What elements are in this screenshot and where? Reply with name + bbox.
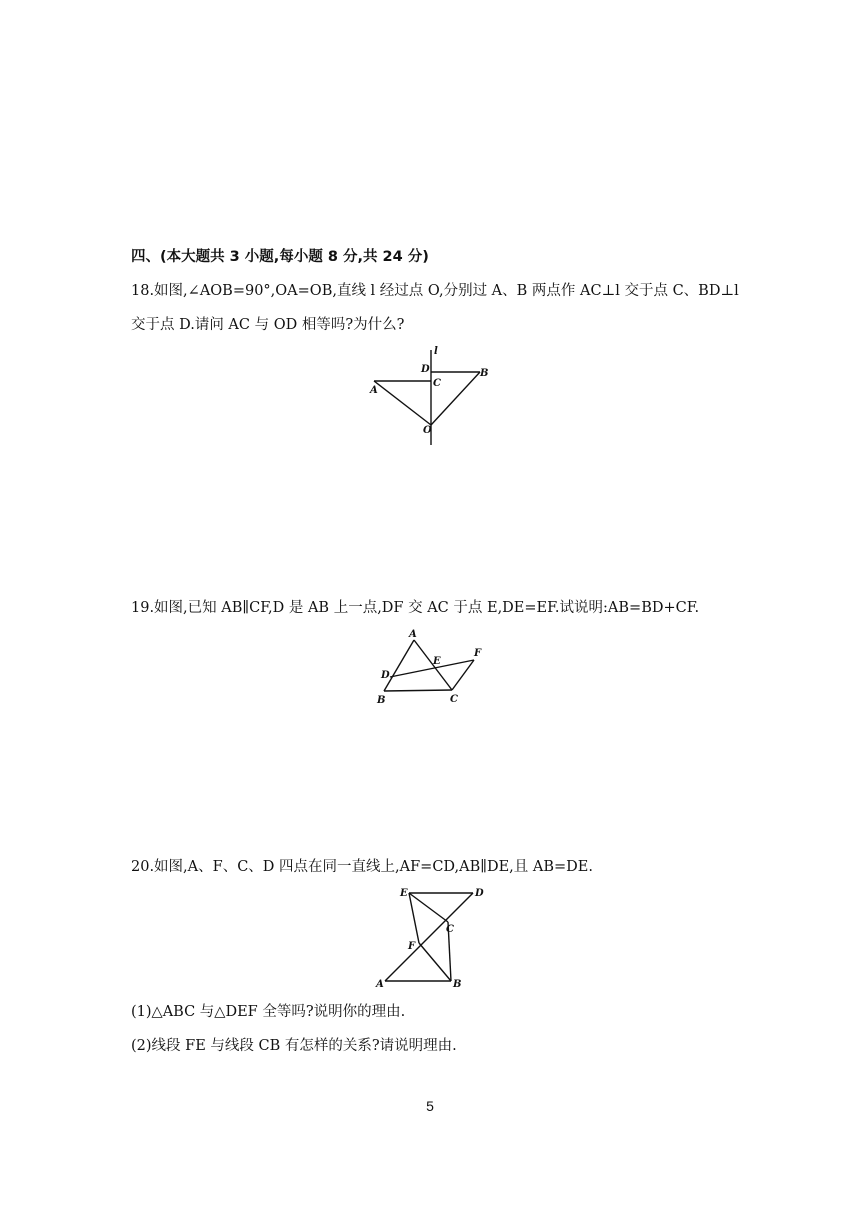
segment-cf [452, 660, 474, 690]
label-e: E [433, 656, 441, 667]
figure-20-diagram [370, 882, 484, 992]
label-b: B [480, 368, 489, 379]
question-19-line-1: 19.如图,已知 AB∥CF,D 是 AB 上一点,DF 交 AC 于点 E,DE=EF.试说明:AB=BD+CF. [131, 600, 700, 616]
segment-fb [419, 943, 451, 981]
segment-ec [409, 893, 448, 922]
label-f: F [474, 648, 482, 659]
question-20-part-2: (2)线段 FE 与线段 CB 有怎样的关系?请说明理由. [131, 1038, 457, 1054]
question-18-line-1: 18.如图,∠AOB=90°,OA=OB,直线 l 经过点 O,分别过 A、B 两点作 AC⊥l 交于点 C、BD⊥l [131, 283, 739, 299]
label-b: B [453, 979, 462, 990]
label-d: D [421, 364, 430, 375]
segment-ef [409, 893, 419, 943]
segment-ao [374, 381, 431, 425]
segment-ad [385, 893, 473, 981]
label-d: D [381, 670, 390, 681]
label-f: F [408, 941, 416, 952]
page-number: 5 [426, 1098, 434, 1114]
label-b: B [377, 695, 386, 706]
segment-ab [384, 640, 414, 691]
question-20-part-1: (1)△ABC 与△DEF 全等吗?说明你的理由. [131, 1004, 406, 1020]
question-18-line-2: 交于点 D.请问 AC 与 OD 相等吗?为什么? [131, 317, 405, 333]
label-c: C [450, 694, 458, 705]
segment-bc [384, 690, 452, 691]
label-e: E [400, 888, 408, 899]
label-c: C [446, 924, 454, 935]
figure-18-diagram [360, 340, 500, 450]
label-a: A [370, 385, 378, 396]
label-o: O [423, 425, 432, 436]
label-l: l [434, 346, 438, 357]
label-d: D [475, 888, 484, 899]
label-a: A [376, 979, 384, 990]
section-heading: 四、(本大题共 3 小题,每小题 8 分,共 24 分) [131, 249, 429, 265]
label-c: C [433, 378, 441, 389]
figure-19-diagram [370, 625, 490, 710]
question-20-line-1: 20.如图,A、F、C、D 四点在同一直线上,AF=CD,AB∥DE,且 AB=DE. [131, 859, 593, 875]
label-a: A [409, 629, 417, 640]
